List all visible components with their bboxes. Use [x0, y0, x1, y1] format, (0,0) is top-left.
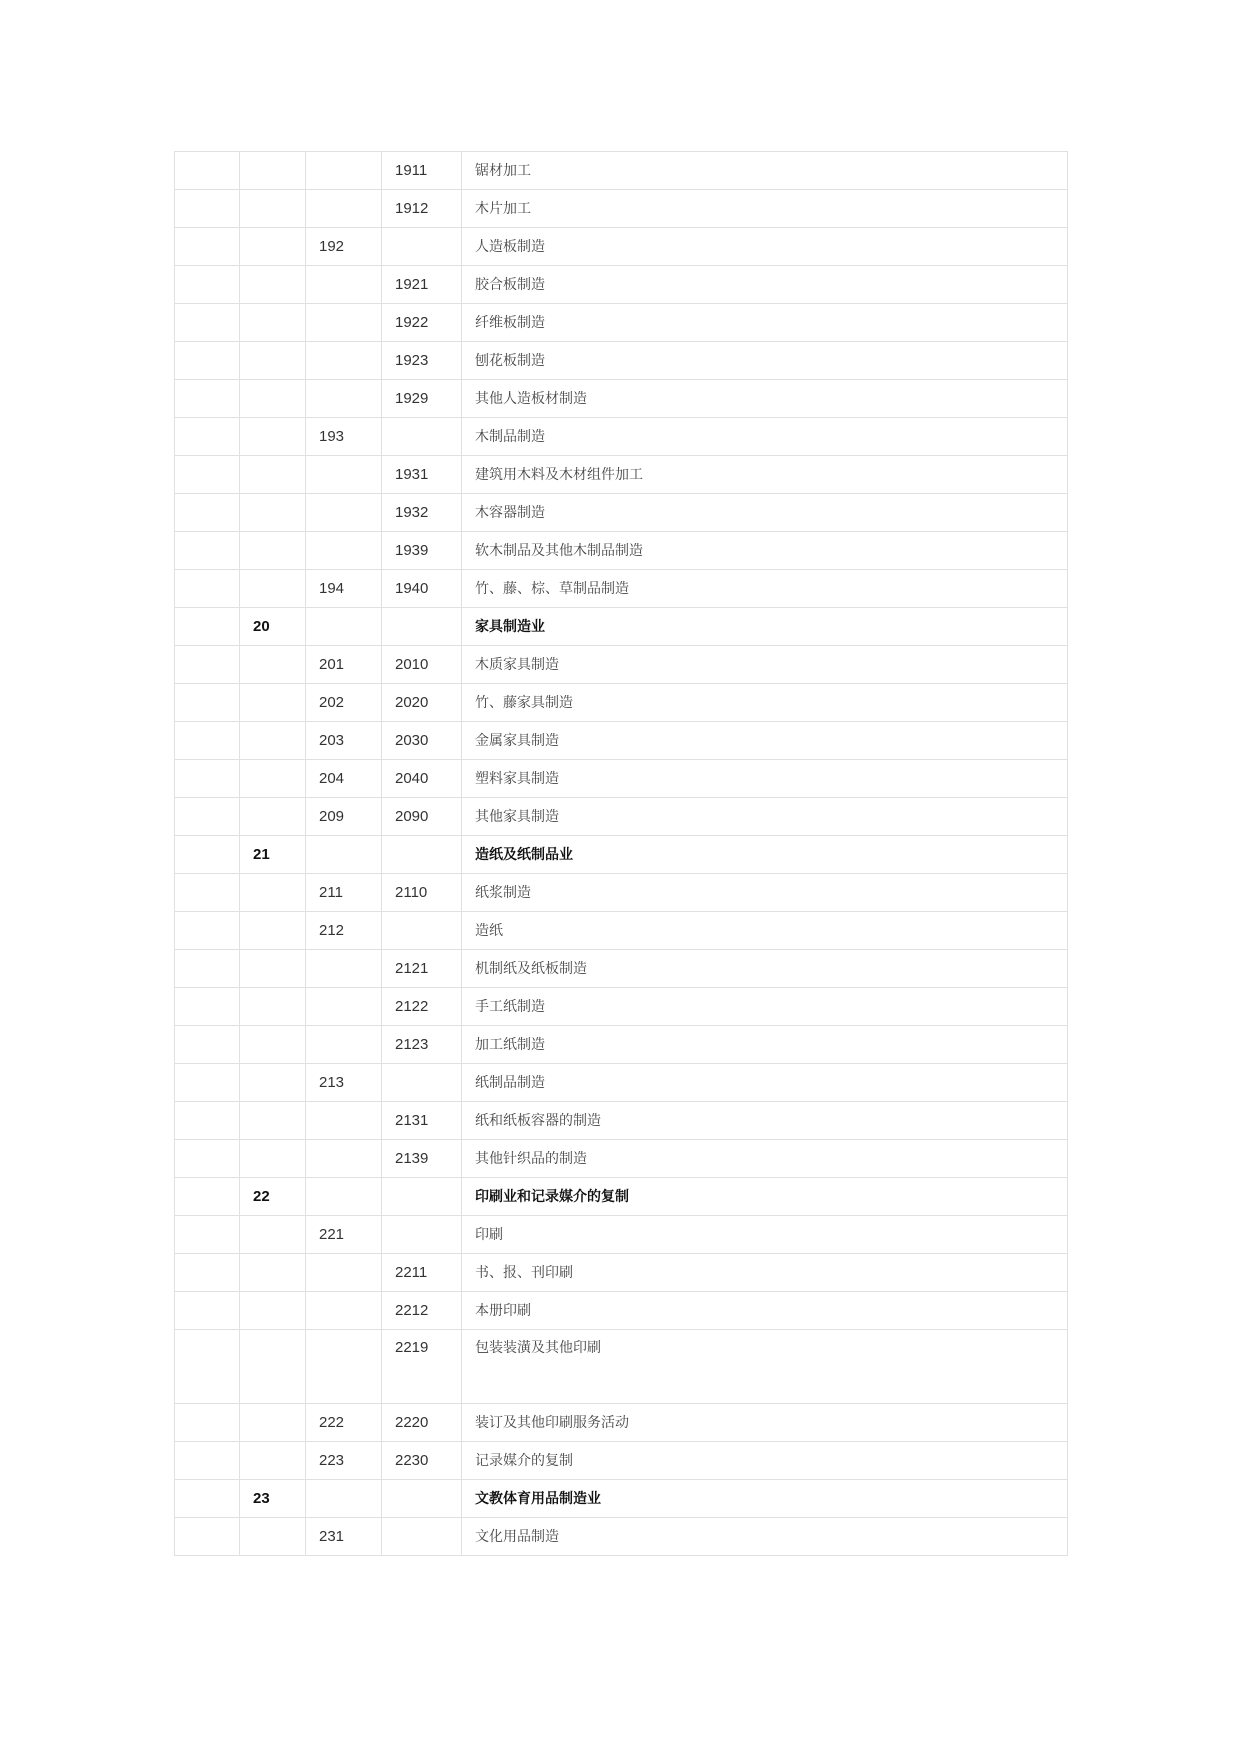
- minor-code-cell: 204: [306, 760, 382, 798]
- minor-code-cell: 221: [306, 1216, 382, 1254]
- major-code-cell: [175, 722, 240, 760]
- table-row: [175, 190, 1068, 228]
- table-row: [175, 418, 1068, 456]
- sub-code-cell: 1912: [382, 190, 462, 228]
- table-row: [175, 456, 1068, 494]
- table-row: [175, 1216, 1068, 1254]
- mid-code-cell: [240, 912, 306, 950]
- table-row: [175, 1102, 1068, 1140]
- category-name-cell: 人造板制造: [462, 228, 1068, 266]
- sub-code-cell: 2131: [382, 1102, 462, 1140]
- category-name-cell: 手工纸制造: [462, 988, 1068, 1026]
- sub-code-cell: 2030: [382, 722, 462, 760]
- major-code-cell: [175, 228, 240, 266]
- category-name-cell: 其他人造板材制造: [462, 380, 1068, 418]
- minor-code-cell: [306, 836, 382, 874]
- sub-code-cell: 2110: [382, 874, 462, 912]
- mid-code-cell: [240, 988, 306, 1026]
- category-name-cell: 木容器制造: [462, 494, 1068, 532]
- mid-code-cell: [240, 342, 306, 380]
- sub-code-cell: [382, 1518, 462, 1556]
- category-name-cell: 造纸: [462, 912, 1068, 950]
- category-name-cell: 文化用品制造: [462, 1518, 1068, 1556]
- sub-code-cell: [382, 418, 462, 456]
- major-code-cell: [175, 152, 240, 190]
- category-name-cell: 塑料家具制造: [462, 760, 1068, 798]
- table-row: [175, 912, 1068, 950]
- major-code-cell: [175, 266, 240, 304]
- minor-code-cell: [306, 456, 382, 494]
- sub-code-cell: 2090: [382, 798, 462, 836]
- category-name-cell: 竹、藤家具制造: [462, 684, 1068, 722]
- table-row: [175, 1254, 1068, 1292]
- major-code-cell: [175, 1480, 240, 1518]
- minor-code-cell: [306, 266, 382, 304]
- table-row: [175, 1480, 1068, 1518]
- sub-code-cell: 2211: [382, 1254, 462, 1292]
- mid-code-cell: 20: [240, 608, 306, 646]
- sub-code-cell: 1911: [382, 152, 462, 190]
- category-name-cell: 加工纸制造: [462, 1026, 1068, 1064]
- mid-code-cell: 22: [240, 1178, 306, 1216]
- table-row: [175, 152, 1068, 190]
- sub-code-cell: [382, 1216, 462, 1254]
- category-name-cell: 机制纸及纸板制造: [462, 950, 1068, 988]
- minor-code-cell: [306, 494, 382, 532]
- major-code-cell: [175, 532, 240, 570]
- sub-code-cell: 1929: [382, 380, 462, 418]
- minor-code-cell: 201: [306, 646, 382, 684]
- minor-code-cell: [306, 1102, 382, 1140]
- minor-code-cell: [306, 380, 382, 418]
- mid-code-cell: [240, 646, 306, 684]
- category-name-cell: 刨花板制造: [462, 342, 1068, 380]
- mid-code-cell: [240, 456, 306, 494]
- mid-code-cell: [240, 760, 306, 798]
- category-name-cell: 木制品制造: [462, 418, 1068, 456]
- sub-code-cell: [382, 836, 462, 874]
- major-code-cell: [175, 1178, 240, 1216]
- minor-code-cell: [306, 608, 382, 646]
- category-name-cell: 纸制品制造: [462, 1064, 1068, 1102]
- minor-code-cell: [306, 532, 382, 570]
- sub-code-cell: 1940: [382, 570, 462, 608]
- table-row: [175, 1026, 1068, 1064]
- sub-code-cell: 2122: [382, 988, 462, 1026]
- major-code-cell: [175, 608, 240, 646]
- minor-code-cell: 194: [306, 570, 382, 608]
- industry-classification-table: [174, 151, 1068, 1556]
- major-code-cell: [175, 570, 240, 608]
- table-row: [175, 1292, 1068, 1330]
- mid-code-cell: [240, 1254, 306, 1292]
- sub-code-cell: 2040: [382, 760, 462, 798]
- minor-code-cell: [306, 1254, 382, 1292]
- minor-code-cell: 231: [306, 1518, 382, 1556]
- category-name-cell: 建筑用木料及木材组件加工: [462, 456, 1068, 494]
- mid-code-cell: [240, 1292, 306, 1330]
- sub-code-cell: [382, 1480, 462, 1518]
- mid-code-cell: 23: [240, 1480, 306, 1518]
- major-code-cell: [175, 494, 240, 532]
- sub-code-cell: 1931: [382, 456, 462, 494]
- table-row: [175, 798, 1068, 836]
- major-code-cell: [175, 342, 240, 380]
- minor-code-cell: [306, 1480, 382, 1518]
- major-code-cell: [175, 190, 240, 228]
- category-name-cell: 文教体育用品制造业: [462, 1480, 1068, 1518]
- table-row: [175, 988, 1068, 1026]
- major-code-cell: [175, 1404, 240, 1442]
- sub-code-cell: 1922: [382, 304, 462, 342]
- major-code-cell: [175, 836, 240, 874]
- mid-code-cell: [240, 798, 306, 836]
- table-row: [175, 380, 1068, 418]
- category-name-cell: 包装装潢及其他印刷: [462, 1330, 1068, 1404]
- category-name-cell: 书、报、刊印刷: [462, 1254, 1068, 1292]
- mid-code-cell: 21: [240, 836, 306, 874]
- sub-code-cell: [382, 608, 462, 646]
- minor-code-cell: [306, 1178, 382, 1216]
- major-code-cell: [175, 1064, 240, 1102]
- table-row: [175, 1442, 1068, 1480]
- major-code-cell: [175, 1102, 240, 1140]
- major-code-cell: [175, 1518, 240, 1556]
- category-name-cell: 造纸及纸制品业: [462, 836, 1068, 874]
- sub-code-cell: 2020: [382, 684, 462, 722]
- sub-code-cell: 2123: [382, 1026, 462, 1064]
- sub-code-cell: 1923: [382, 342, 462, 380]
- table-row: [175, 266, 1068, 304]
- table-row: [175, 646, 1068, 684]
- major-code-cell: [175, 1330, 240, 1404]
- category-name-cell: 锯材加工: [462, 152, 1068, 190]
- mid-code-cell: [240, 304, 306, 342]
- mid-code-cell: [240, 494, 306, 532]
- category-name-cell: 印刷: [462, 1216, 1068, 1254]
- mid-code-cell: [240, 1442, 306, 1480]
- minor-code-cell: 223: [306, 1442, 382, 1480]
- table-row: [175, 1064, 1068, 1102]
- mid-code-cell: [240, 228, 306, 266]
- mid-code-cell: [240, 684, 306, 722]
- sub-code-cell: [382, 912, 462, 950]
- mid-code-cell: [240, 1140, 306, 1178]
- minor-code-cell: 202: [306, 684, 382, 722]
- mid-code-cell: [240, 1064, 306, 1102]
- category-name-cell: 印刷业和记录媒介的复制: [462, 1178, 1068, 1216]
- category-name-cell: 金属家具制造: [462, 722, 1068, 760]
- mid-code-cell: [240, 532, 306, 570]
- mid-code-cell: [240, 570, 306, 608]
- sub-code-cell: 2219: [382, 1330, 462, 1404]
- table-row: [175, 684, 1068, 722]
- table-row: [175, 1330, 1068, 1404]
- sub-code-cell: 1921: [382, 266, 462, 304]
- major-code-cell: [175, 684, 240, 722]
- mid-code-cell: [240, 1404, 306, 1442]
- category-name-cell: 胶合板制造: [462, 266, 1068, 304]
- minor-code-cell: 193: [306, 418, 382, 456]
- minor-code-cell: 213: [306, 1064, 382, 1102]
- table-row: [175, 874, 1068, 912]
- mid-code-cell: [240, 266, 306, 304]
- mid-code-cell: [240, 874, 306, 912]
- minor-code-cell: [306, 950, 382, 988]
- mid-code-cell: [240, 1518, 306, 1556]
- table-row: [175, 570, 1068, 608]
- major-code-cell: [175, 912, 240, 950]
- mid-code-cell: [240, 380, 306, 418]
- sub-code-cell: 2220: [382, 1404, 462, 1442]
- category-name-cell: 其他家具制造: [462, 798, 1068, 836]
- minor-code-cell: [306, 1330, 382, 1404]
- major-code-cell: [175, 456, 240, 494]
- major-code-cell: [175, 1442, 240, 1480]
- major-code-cell: [175, 798, 240, 836]
- table-row: [175, 1404, 1068, 1442]
- sub-code-cell: 2010: [382, 646, 462, 684]
- major-code-cell: [175, 1292, 240, 1330]
- table-body: [175, 152, 1068, 1556]
- table-row: [175, 1518, 1068, 1556]
- mid-code-cell: [240, 418, 306, 456]
- category-name-cell: 纸浆制造: [462, 874, 1068, 912]
- category-name-cell: 纤维板制造: [462, 304, 1068, 342]
- mid-code-cell: [240, 190, 306, 228]
- table-row: [175, 836, 1068, 874]
- minor-code-cell: 222: [306, 1404, 382, 1442]
- table-row: [175, 304, 1068, 342]
- minor-code-cell: [306, 152, 382, 190]
- sub-code-cell: 1939: [382, 532, 462, 570]
- mid-code-cell: [240, 722, 306, 760]
- major-code-cell: [175, 1026, 240, 1064]
- mid-code-cell: [240, 1330, 306, 1404]
- major-code-cell: [175, 950, 240, 988]
- sub-code-cell: 1932: [382, 494, 462, 532]
- category-name-cell: 木片加工: [462, 190, 1068, 228]
- major-code-cell: [175, 646, 240, 684]
- minor-code-cell: [306, 1292, 382, 1330]
- major-code-cell: [175, 1140, 240, 1178]
- sub-code-cell: [382, 1178, 462, 1216]
- minor-code-cell: [306, 1026, 382, 1064]
- major-code-cell: [175, 760, 240, 798]
- major-code-cell: [175, 380, 240, 418]
- sub-code-cell: 2230: [382, 1442, 462, 1480]
- table-row: [175, 1178, 1068, 1216]
- category-name-cell: 本册印刷: [462, 1292, 1068, 1330]
- table-row: [175, 760, 1068, 798]
- category-name-cell: 记录媒介的复制: [462, 1442, 1068, 1480]
- table-row: [175, 950, 1068, 988]
- table-row: [175, 608, 1068, 646]
- minor-code-cell: [306, 304, 382, 342]
- mid-code-cell: [240, 152, 306, 190]
- minor-code-cell: 209: [306, 798, 382, 836]
- category-name-cell: 纸和纸板容器的制造: [462, 1102, 1068, 1140]
- mid-code-cell: [240, 950, 306, 988]
- table-row: [175, 722, 1068, 760]
- category-name-cell: 软木制品及其他木制品制造: [462, 532, 1068, 570]
- major-code-cell: [175, 1216, 240, 1254]
- sub-code-cell: [382, 228, 462, 266]
- minor-code-cell: 212: [306, 912, 382, 950]
- sub-code-cell: 2139: [382, 1140, 462, 1178]
- mid-code-cell: [240, 1102, 306, 1140]
- major-code-cell: [175, 1254, 240, 1292]
- table-row: [175, 342, 1068, 380]
- category-name-cell: 木质家具制造: [462, 646, 1068, 684]
- minor-code-cell: 211: [306, 874, 382, 912]
- mid-code-cell: [240, 1216, 306, 1254]
- table-row: [175, 532, 1068, 570]
- category-name-cell: 其他针织品的制造: [462, 1140, 1068, 1178]
- sub-code-cell: [382, 1064, 462, 1102]
- mid-code-cell: [240, 1026, 306, 1064]
- sub-code-cell: 2212: [382, 1292, 462, 1330]
- minor-code-cell: [306, 190, 382, 228]
- category-name-cell: 装订及其他印刷服务活动: [462, 1404, 1068, 1442]
- table-row: [175, 494, 1068, 532]
- minor-code-cell: 203: [306, 722, 382, 760]
- minor-code-cell: 192: [306, 228, 382, 266]
- minor-code-cell: [306, 988, 382, 1026]
- major-code-cell: [175, 418, 240, 456]
- minor-code-cell: [306, 1140, 382, 1178]
- table-row: [175, 228, 1068, 266]
- minor-code-cell: [306, 342, 382, 380]
- table-row: [175, 1140, 1068, 1178]
- category-name-cell: 竹、藤、棕、草制品制造: [462, 570, 1068, 608]
- major-code-cell: [175, 988, 240, 1026]
- major-code-cell: [175, 874, 240, 912]
- category-name-cell: 家具制造业: [462, 608, 1068, 646]
- sub-code-cell: 2121: [382, 950, 462, 988]
- major-code-cell: [175, 304, 240, 342]
